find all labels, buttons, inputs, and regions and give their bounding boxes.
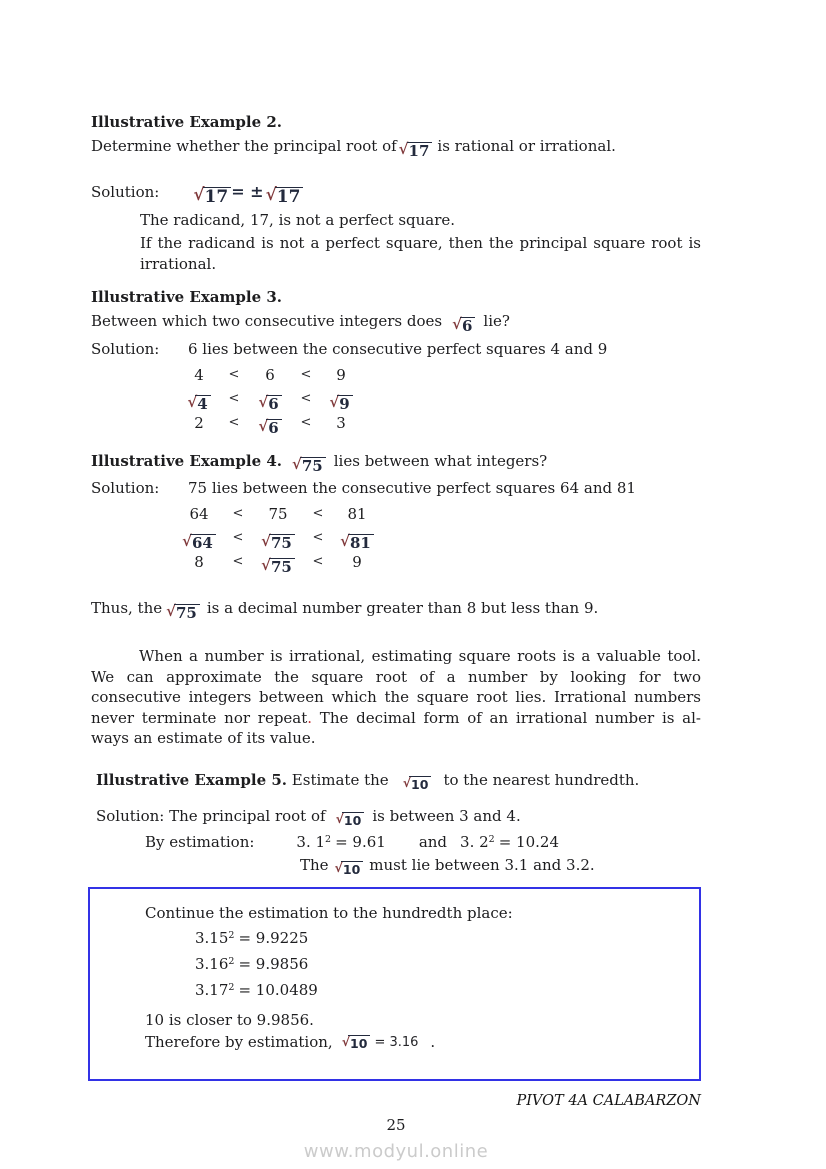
value: 9 [352,553,362,572]
radicand: 17 [407,142,433,160]
body-paragraph [91,646,701,749]
example2-solution-row [91,180,701,207]
radicand: 75 [300,457,326,475]
less-than-sign: < [232,506,244,522]
radicand: 75 [174,604,200,622]
example5-heading-label: Illustrative Example 5. [96,771,288,790]
example3-question-suffix: lie? [483,311,510,330]
radicand: 81 [348,534,374,552]
eq-result: = 10.0489 [238,981,318,1000]
example2-intro-suffix: is rational or irrational. [437,137,616,155]
sqrt-81-expression [333,526,381,553]
paragraph-line: consecutive integers between which the square root lies. Irrational numbers [91,688,701,707]
sqrt-75-expression [292,454,326,475]
eq-result: = 10.24 [498,833,559,852]
value: 2 [194,413,204,432]
radical-sign-icon: √ [334,860,343,876]
estimation-label: By estimation: [145,833,255,852]
box-therefore-line [145,1031,689,1054]
radical-sign-icon: √ [258,392,269,411]
example4-solution-row [91,478,701,499]
example4-heading-label: Illustrative Example 4. [91,451,283,470]
sqrt-6-expression [247,411,293,435]
example2-equation [193,180,303,207]
eq-result: = 9.61 [335,833,386,852]
eq-base: 3.16 [195,955,229,974]
sqrt-wrap [258,416,281,437]
example3-question-prefix: Between which two consecutive integers does [91,311,443,330]
radical-sign-icon: √ [452,314,462,333]
radical-sign-icon: √ [340,532,350,551]
sqrt-10-expression [336,812,365,827]
example5-heading-suffix: to the nearest hundredth. [443,771,640,790]
radical-sign-icon: √ [341,1034,351,1049]
sqrt-75-expression [253,526,303,553]
example2-heading [91,112,701,133]
example5-estimation-row [96,828,701,854]
example5-heading-text: Estimate the [291,771,389,790]
radicand: 75 [269,534,295,552]
therefore-prefix: Therefore by estimation, [145,1033,333,1052]
sqrt-75-expression [166,604,200,622]
radical-sign-icon: √ [265,184,277,205]
sqrt-64-expression [175,526,223,553]
example4-section [91,449,701,623]
example5-solution-suffix: is between 3 and 4. [372,807,521,826]
and-label: and [418,833,448,852]
sqrt-9-expression [319,387,363,411]
sqrt-75-expression [253,550,303,577]
paragraph-line: ways an estimate of its value. [91,729,316,748]
exponent: 2 [228,930,235,942]
sqrt-10-expression [342,1035,371,1050]
radical-sign-icon: √ [335,811,344,827]
example5-solution-prefix: Solution: The principal root of [96,807,326,826]
example4-conclusion-prefix: Thus, the [91,599,163,618]
radical-sign-icon: √ [398,140,409,158]
less-than-sign: < [312,530,324,546]
less-than-sign: < [228,414,240,430]
sqrt-6-expression [247,387,293,411]
radicand: 9 [337,395,352,413]
sqrt-17-expression [399,142,433,160]
value: 8 [194,553,204,572]
value: 81 [347,505,367,524]
eq-result: = 9.9856 [238,955,309,974]
exponent: 2 [488,834,495,846]
example3-solution-row [91,339,701,360]
example2-note1: The radicand, 17, is not a perfect square. [140,210,456,229]
radicand: 4 [195,395,210,413]
sqrt-4-expression [177,387,221,411]
example4-inequality-table [175,502,701,577]
paragraph-line: When a number is irrational, estimating square roots is a valuable tool. [139,647,701,666]
radical-sign-icon: √ [329,392,340,411]
example5-conclusion-suffix: must lie between 3.1 and 3.2. [369,856,595,875]
example5-section [91,768,701,877]
less-than-sign: < [300,414,312,430]
radical-sign-icon: √ [193,184,205,205]
estimation-callout-box [88,887,701,1081]
example3-solution-text: 6 lies between the consecutive perfect squares 4 and 9 [188,339,608,358]
less-than-sign: < [232,554,244,570]
radicand: 64 [190,534,216,552]
eq-base: 3. 1 [296,833,326,852]
less-than-sign: < [312,554,324,570]
value: 4 [194,365,204,384]
radicand: 10 [409,776,431,791]
exponent: 2 [228,956,235,968]
sqrt-6-expression [452,314,475,335]
example4-conclusion-suffix: is a decimal number greater than 8 but less than 9. [206,599,599,618]
value: 6 [265,365,275,384]
value: 64 [189,505,209,524]
example3-question [91,308,701,335]
value: 9 [336,365,346,384]
paragraph-line: We can approximate the square root of a number by looking for two [91,667,701,686]
paragraph-line [91,708,701,729]
example2-note2 [140,233,701,276]
exponent: 2 [325,834,332,846]
radical-sign-icon: √ [261,532,271,551]
example2-intro-prefix: Determine whether the principal root of [91,137,397,155]
radicand: 10 [341,861,363,876]
less-than-sign: < [300,366,312,382]
radicand: 6 [266,419,281,437]
eq-base: 3.15 [195,929,229,948]
sqrt-10-expression [335,861,364,876]
example5-solution-line [96,804,701,828]
less-than-sign: < [312,506,324,522]
estimation-eq1 [296,828,385,854]
less-than-sign: < [300,390,312,406]
example4-conclusion [91,596,701,622]
radical-sign-icon: √ [261,556,271,575]
less-than-sign: < [232,530,244,546]
sqrt-17-expression [265,184,304,207]
paragraph-line4-text: never terminate nor repeat [91,708,308,727]
radical-sign-icon: √ [187,392,198,411]
box-closer-line: 10 is closer to 9.9856. [145,1011,314,1030]
radical-sign-icon: √ [166,602,176,621]
example4-solution-text: 75 lies between the consecutive perfect squares 64 and 81 [188,479,636,498]
example3-inequality-table [177,363,701,435]
eq-base: 3. 2 [460,833,489,852]
radicand: 10 [348,1035,370,1050]
radicand: 6 [460,317,475,335]
radicand: 17 [203,187,232,207]
example2-note2-line2: irrational. [140,255,217,274]
sqrt-wrap [261,558,295,576]
radical-sign-icon: √ [292,454,302,473]
box-equation [195,950,689,976]
example4-heading-suffix: lies between what integers? [333,451,548,470]
equals-plus-minus: = ± [231,181,264,201]
box-equation [195,976,689,1002]
example5-conclusion [300,854,701,877]
red-period: . [307,708,313,727]
less-than-sign: < [228,390,240,406]
estimation-eq2 [460,828,559,854]
value: 3 [336,413,346,432]
radicand: 10 [342,812,364,827]
page-number: 25 [386,1116,406,1135]
watermark-url: www.modyul.online [303,1141,489,1163]
example3-heading [91,286,701,308]
sqrt-17-expression [193,184,231,207]
solution-label: Solution: [91,479,160,498]
box-intro-line: Continue the estimation to the hundredth place: [145,904,513,923]
eq-base: 3.17 [195,981,229,1000]
footer-brand: PIVOT 4A CALABARZON [516,1093,701,1110]
example5-conclusion-prefix: The [300,856,329,875]
example5-heading [96,768,701,793]
exponent: 2 [228,982,235,994]
example2-note2-line1: If the radicand is not a perfect square, then the principal square root is [140,233,701,252]
example3-heading-label: Illustrative Example 3. [91,287,283,306]
radical-sign-icon: √ [182,532,192,551]
radicand: 17 [275,187,304,207]
example2-heading-label: Illustrative Example 2. [91,113,283,131]
paragraph-line4-text: The decimal form of an irrational number is al- [312,708,701,727]
less-than-sign: < [228,366,240,382]
radicand: 6 [266,395,281,413]
solution-label: Solution: [91,339,160,358]
example4-heading [91,449,701,475]
example2-intro [91,133,701,160]
box-equation [195,924,689,950]
sqrt-10-expression [403,776,432,791]
radical-sign-icon: √ [258,416,269,435]
radicand: 75 [269,558,295,576]
solution-label: Solution: [91,182,160,201]
radical-sign-icon: √ [402,775,412,791]
period: . [430,1033,436,1052]
value: 75 [268,505,288,524]
eq-result: = 9.9225 [238,929,309,948]
therefore-value: = 3.16 [374,1035,419,1051]
